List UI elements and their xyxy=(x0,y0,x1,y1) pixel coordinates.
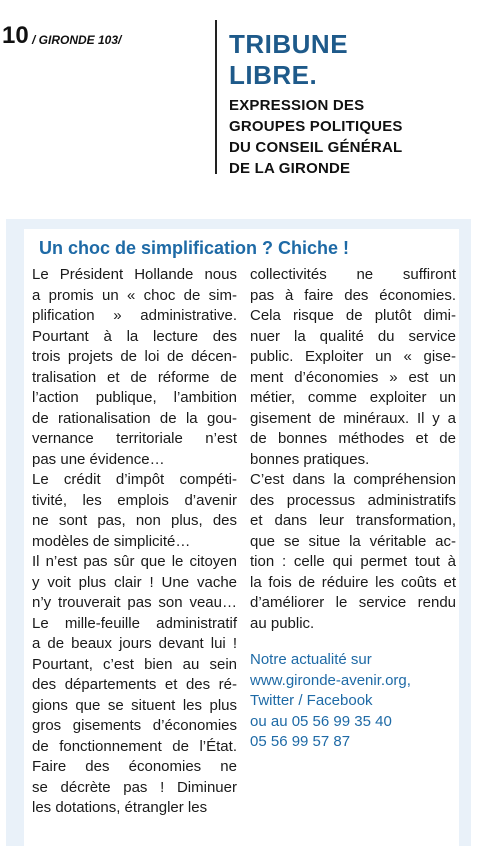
article-line: modèles de simplicité… xyxy=(32,532,191,550)
contact-line: ou au 05 56 99 35 40 xyxy=(250,712,392,730)
article-line: tion : celle qui permet tout à xyxy=(250,553,456,570)
subtitle-line: EXPRESSION DES xyxy=(229,97,365,114)
section-label: / GIRONDE 103/ xyxy=(32,33,122,47)
article-line: l’action publique, l’ambition xyxy=(32,389,237,406)
article-line: au public. xyxy=(250,614,315,632)
article-line: Pourtant à la lecture des xyxy=(32,327,237,345)
article-line: que se situe la véritable ac- xyxy=(250,532,456,550)
article-line: public. Exploiter un « gise- xyxy=(250,348,456,365)
tribune-title xyxy=(229,29,429,91)
spacer xyxy=(250,634,456,650)
article-line: de rationalisation de la gou- xyxy=(32,409,237,427)
subtitle xyxy=(229,95,459,179)
header-divider xyxy=(215,20,217,174)
article-line: des processus administratifs xyxy=(250,491,456,509)
article-line: a de beaux jours devant lui ! xyxy=(32,635,237,652)
article-line: d’améliorer le service rendu xyxy=(250,594,456,611)
article-line: n’y trouverait pas son veau… xyxy=(32,594,237,611)
contact-line: 05 56 99 57 87 xyxy=(250,733,351,750)
contact-line: Twitter / Facebook xyxy=(250,692,373,709)
article-line: pas à faire des économies. xyxy=(250,286,456,304)
article-line: gions que se situent les plus xyxy=(32,696,237,714)
article-line: tralisation et de réforme de xyxy=(32,368,237,386)
article-line: de bonnes méthodes et de xyxy=(250,430,456,447)
article-line: collectivités ne suffiront xyxy=(250,266,456,283)
article-line: plification » administrative. xyxy=(32,307,237,324)
subtitle-line: GROUPES POLITIQUES xyxy=(229,118,403,135)
article-line: la fois de réduire les coûts et xyxy=(250,573,456,591)
page-number: 10 xyxy=(2,22,29,49)
article-line: a promis un « choc de sim- xyxy=(32,286,237,304)
article-line: tivité, les emplois d’avenir xyxy=(32,491,237,509)
article-panel xyxy=(6,219,471,846)
article-line: et dans leur transformation, xyxy=(250,512,456,529)
subtitle-line: DU CONSEIL GÉNÉRAL xyxy=(229,139,403,156)
article-line: Le mille-feuille administratif xyxy=(32,614,237,632)
article-line: ment d’économies » est un xyxy=(250,368,456,386)
article-line: métier, comme exploiter un xyxy=(250,389,456,406)
article-line: Le crédit d’impôt compéti- xyxy=(32,471,237,488)
article-line: les dotations, étrangler les xyxy=(32,799,208,816)
article-column-1 xyxy=(32,265,237,819)
contact-line[interactable]: www.gironde-avenir.org, xyxy=(250,671,411,689)
article-line: Faire des économies ne xyxy=(32,758,237,775)
article-line: C’est dans la compréhension xyxy=(250,471,456,488)
article-line: pas une évidence… xyxy=(32,450,165,468)
article-line: Cela risque de plutôt dimi- xyxy=(250,307,456,324)
article-title: Un choc de simplification ? Chiche ! xyxy=(39,238,350,258)
article-line: trois projets de loi de décen- xyxy=(32,348,237,365)
article-line: de fonctionnement de l’État. xyxy=(32,737,237,755)
article-line: Il n’est pas sûr que le citoyen xyxy=(32,553,237,570)
article-line: se décrète pas ! Diminuer xyxy=(32,778,237,796)
subtitle-line: DE LA GIRONDE xyxy=(229,160,351,177)
article-line: vernance territoriale n’est xyxy=(32,430,237,447)
tribune-title-line: TRIBUNE xyxy=(229,29,349,59)
article-line: Le Président Hollande nous xyxy=(32,266,237,283)
article-box xyxy=(24,229,459,846)
article-line: des départements et des ré- xyxy=(32,676,237,693)
article-line: nuer la qualité du service xyxy=(250,327,456,345)
article-line: y voit plus clair ! Une vache xyxy=(32,573,237,591)
tribune-title-line: LIBRE. xyxy=(229,60,318,90)
contact-line: Notre actualité sur xyxy=(250,651,372,668)
article-line: bonnes pratiques. xyxy=(250,450,370,468)
article-line: gisement de minéraux. Il y a xyxy=(250,409,456,427)
article-column-2 xyxy=(250,265,456,753)
article-line: gros gisements d’économies xyxy=(32,717,237,734)
article-line: ne sont pas, non plus, des xyxy=(32,512,237,529)
article-line: Pourtant, c’est bien au sein xyxy=(32,655,237,673)
